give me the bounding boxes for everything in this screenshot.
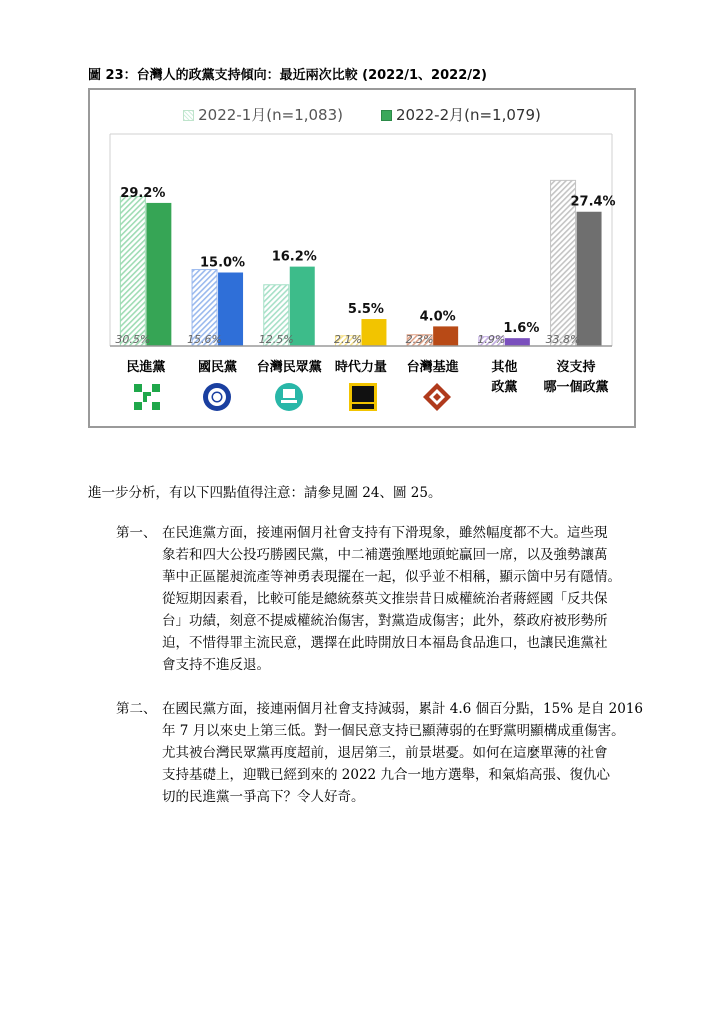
data-label-feb: 5.5% bbox=[347, 302, 384, 318]
data-label-feb: 29.2% bbox=[120, 185, 166, 201]
figure-title: 圖 23：台灣人的政黨支持傾向：最近兩次比較 (2022/1、2022/2) bbox=[88, 68, 487, 83]
data-label-feb: 15.0% bbox=[199, 255, 246, 271]
data-label-feb: 4.0% bbox=[419, 309, 456, 325]
text-line: 台」功績，刻意不提威權統治傷害，對黨造成傷害；此外，蔡政府被形勢所 bbox=[162, 613, 608, 629]
category-label-line: 其他 bbox=[491, 360, 518, 375]
bar-feb bbox=[577, 212, 602, 346]
text-line: 尤其被台灣民眾黨再度超前，退居第三，前景堪憂。如何在這麼單薄的社會 bbox=[162, 745, 608, 761]
data-label-jan: 15.6% bbox=[187, 333, 223, 346]
point-2 bbox=[116, 698, 646, 818]
data-label-jan: 2.3% bbox=[405, 333, 434, 346]
text-line: 在民進黨方面，接連兩個月社會支持有下滑現象，雖然幅度都不大。這些現 bbox=[162, 525, 608, 541]
text-line: 會支持不進反退。 bbox=[162, 657, 270, 673]
legend-label-feb: 2022-2月(n=1,079) bbox=[396, 106, 541, 124]
category-label-line: 國民黨 bbox=[198, 360, 238, 375]
data-label-feb: 16.2% bbox=[271, 249, 317, 265]
text-line: 從短期因素看，比較可能是總統蔡英文推崇昔日威權統治者蔣經國「反共保 bbox=[162, 591, 608, 607]
category-label-line: 民進黨 bbox=[126, 360, 166, 375]
data-label-feb: 1.6% bbox=[503, 321, 540, 337]
lead-paragraph: 進一步分析，有以下四點值得注意：請參見圖 24、圖 25。 bbox=[88, 485, 442, 501]
legend-label-jan: 2022-1月(n=1,083) bbox=[198, 106, 343, 124]
point-1 bbox=[116, 522, 646, 682]
text-line: 華中正區罷昶流產等神勇表現擺在一起，似乎並不相稱，顯示箇中另有隱情。 bbox=[162, 569, 621, 585]
tsp-logo bbox=[422, 382, 452, 412]
category-label-line: 台灣基進 bbox=[406, 360, 459, 375]
bar-feb bbox=[433, 326, 458, 346]
bar-feb bbox=[146, 203, 171, 346]
data-label-feb: 27.4% bbox=[570, 194, 616, 210]
npp-logo bbox=[348, 382, 378, 412]
kmt-logo bbox=[202, 382, 232, 412]
tpp-logo bbox=[274, 382, 304, 412]
text-line: 象若和四大公投巧勝國民黨，中二補選強壓地頭蛇贏回一席，以及強勢讓萬 bbox=[162, 547, 608, 563]
dpp-logo bbox=[132, 382, 162, 412]
category-label-line: 沒支持 bbox=[556, 360, 596, 375]
data-label-jan: 2.1% bbox=[333, 333, 362, 346]
text-line: 年 7 月以來史上第三低。對一個民意支持已顯薄弱的在野黨明顯構成重傷害。 bbox=[162, 723, 625, 739]
category-label bbox=[531, 358, 621, 398]
category-label-line: 時代力量 bbox=[334, 360, 387, 375]
point-1-text bbox=[162, 522, 646, 676]
data-label-jan: 30.5% bbox=[115, 333, 151, 346]
point-2-number: 第二、 bbox=[116, 701, 157, 717]
point-1-number: 第一、 bbox=[116, 525, 157, 541]
point-2-text bbox=[162, 698, 646, 808]
bar-feb bbox=[505, 338, 530, 346]
text-line: 迫，不惜得罪主流民意，選擇在此時開放日本福島食品進口，也讓民進黨社 bbox=[162, 635, 608, 651]
data-label-jan: 1.9% bbox=[477, 333, 506, 346]
category-label-line: 政黨 bbox=[491, 380, 518, 396]
category-label-line: 台灣民眾黨 bbox=[256, 360, 322, 375]
bar-feb bbox=[361, 319, 386, 346]
chart-frame bbox=[88, 88, 636, 428]
bar-jan bbox=[120, 197, 145, 346]
data-label-jan: 12.5% bbox=[258, 333, 294, 346]
text-line: 切的民進黨一爭高下？令人好奇。 bbox=[162, 789, 365, 805]
text-line: 支持基礎上，迎戰已經到來的 2022 九合一地方選舉，和氣焰高張、復仇心 bbox=[162, 767, 610, 783]
category-label-line: 哪一個政黨 bbox=[543, 380, 609, 396]
data-label-jan: 33.8% bbox=[545, 333, 581, 346]
text-line: 在國民黨方面，接連兩個月社會支持減弱，累計 4.6 個百分點，15% 是自 2016 bbox=[162, 701, 643, 717]
